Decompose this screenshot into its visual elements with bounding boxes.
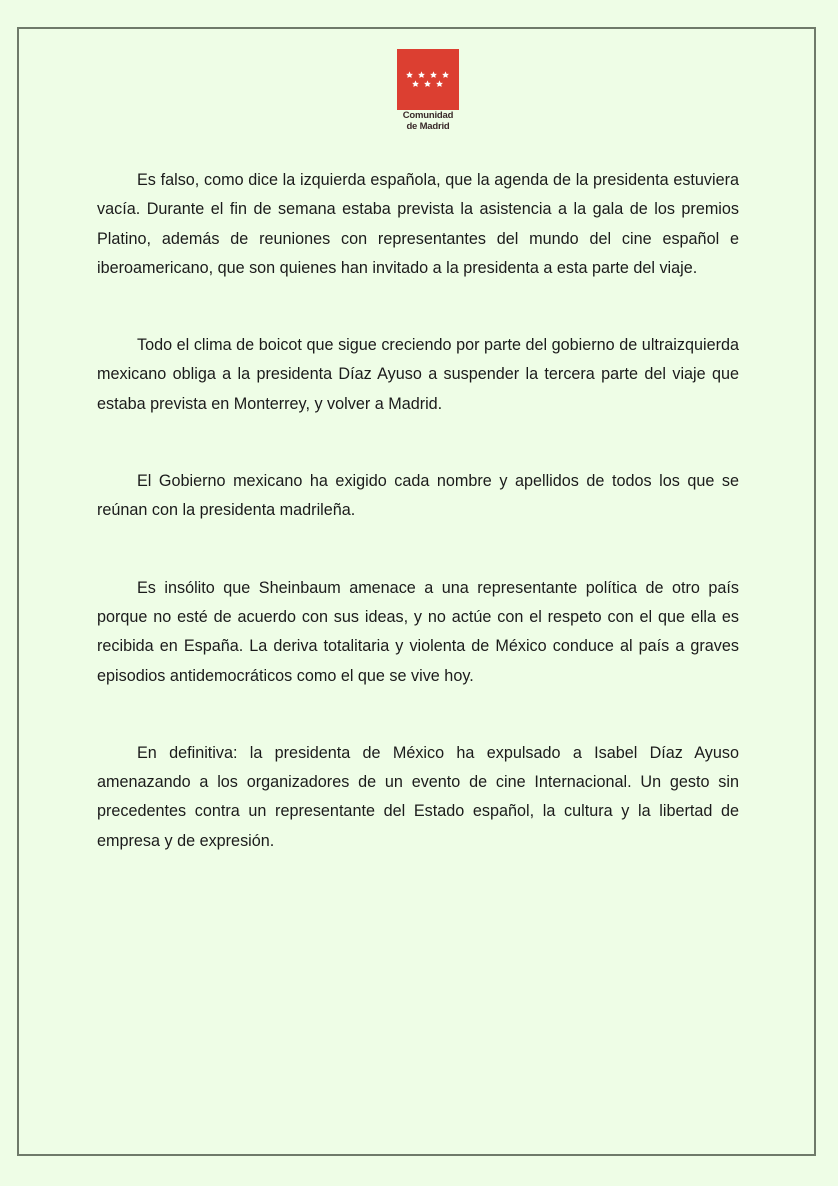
logo-red-square: [397, 49, 459, 110]
paragraph-1: Es falso, como dice la izquierda española, que la agenda de la presidenta estuviera vacía. Durante el fin de semana estaba prevista la asistencia a la gala de los premios Platino, además de reuniones con representantes del mundo del cine español e iberoamericano, que son quienes han invitado a la presidenta a esta parte del viaje.: [97, 171, 739, 277]
logo-line-2: de Madrid: [406, 120, 450, 132]
paragraph-2: Todo el clima de boicot que sigue creciendo por parte del gobierno de ultraizquierda mexicano obliga a la presidenta Díaz Ayuso a suspender la tercera parte del viaje que estaba prevista en Monterrey, y volver a Madrid.: [97, 336, 739, 413]
seven-stars-icon: [397, 49, 459, 110]
document-body: [97, 166, 739, 856]
paragraph-4: Es insólito que Sheinbaum amenace a una representante política de otro país porque no esté de acuerdo con sus ideas, y no actúe con el respeto con el que ella es recibida en España. La deriva totalitaria y violenta de México conduce al país a graves episodios antidemocráticos como el que se vive hoy.: [97, 578, 739, 685]
logo-line-1: Comunidad: [402, 110, 454, 121]
paragraph-5: En definitiva: la presidenta de México ha expulsado a Isabel Díaz Ayuso amenazando a los organizadores de un evento de cine Internacional. Un gesto sin precedentes contra un representante del Estado español, la cultura y la libertad de empresa y de expresión.: [97, 743, 739, 850]
comunidad-de-madrid-logo: [397, 49, 459, 135]
paragraph-3: El Gobierno mexicano ha exigido cada nombre y apellidos de todos los que se reúnan con la presidenta madrileña.: [97, 472, 739, 520]
logo-wordmark: [397, 111, 459, 132]
